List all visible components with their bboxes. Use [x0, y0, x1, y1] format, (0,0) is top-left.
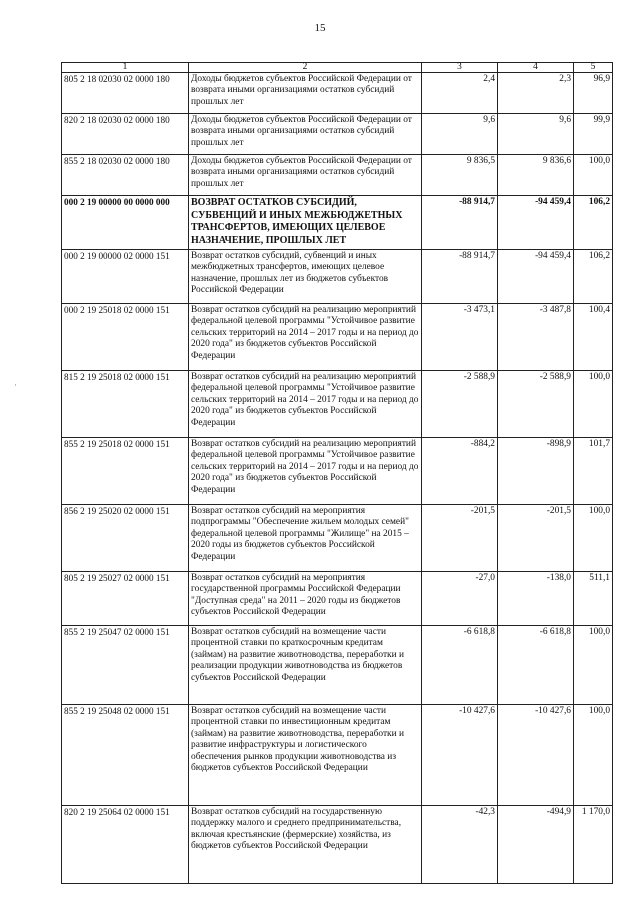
actual-value-cell: -138,0: [498, 572, 574, 626]
page-number: 15: [314, 22, 326, 34]
item-name-cell: Возврат остатков субсидий на возмещение части процентной ставки по краткосрочным кредитам (займам) на развитие животноводства, переработки и реализации продукции животноводства из бюджетов субъектов Российской Федерации: [189, 626, 422, 705]
actual-value-cell: -2 588,9: [498, 371, 574, 438]
item-name-cell: Возврат остатков субсидий на реализацию мероприятий федеральной целевой программы "Устойчивое развитие сельских территорий на 2014 – 2017 годы и на период до 2020 года" из бюджетов субъектов Российской Федерации: [189, 304, 422, 371]
column-header-4: 4: [498, 63, 574, 73]
table-row: [62, 705, 613, 806]
percent-cell: 100,0: [574, 371, 613, 438]
actual-value-cell: -3 487,8: [498, 304, 574, 371]
column-header-3: 3: [422, 63, 498, 73]
item-name-cell: Возврат остатков субсидий, субвенций и иных межбюджетных трансфертов, имеющих целевое назначение, прошлых лет из бюджетов субъектов Российской Федерации: [189, 250, 422, 304]
percent-cell: 106,2: [574, 250, 613, 304]
percent-cell: 100,0: [574, 505, 613, 572]
plan-value-cell: -42,3: [422, 806, 498, 884]
actual-value-cell: -94 459,4: [498, 196, 574, 250]
table-row: [62, 73, 613, 114]
budget-table: [61, 62, 613, 884]
budget-code-cell: 855 2 19 25047 02 0000 151: [62, 626, 189, 705]
item-name-cell: Возврат остатков субсидий на реализацию мероприятий федеральной целевой программы "Устойчивое развитие сельских территорий на 2014 – 2017 годы и на период до 2020 года" из бюджетов субъектов Российской Федерации: [189, 438, 422, 505]
actual-value-cell: -6 618,8: [498, 626, 574, 705]
table-row: [62, 572, 613, 626]
percent-cell: 99,9: [574, 114, 613, 155]
percent-cell: 511,1: [574, 572, 613, 626]
budget-code-cell: 815 2 19 25018 02 0000 151: [62, 371, 189, 438]
percent-cell: 96,9: [574, 73, 613, 114]
percent-cell: 100,0: [574, 705, 613, 806]
table-row: [62, 304, 613, 371]
plan-value-cell: -88 914,7: [422, 196, 498, 250]
budget-code-cell: 000 2 19 00000 02 0000 151: [62, 250, 189, 304]
budget-code-cell: 855 2 18 02030 02 0000 180: [62, 155, 189, 196]
plan-value-cell: -10 427,6: [422, 705, 498, 806]
budget-code-cell: 856 2 19 25020 02 0000 151: [62, 505, 189, 572]
item-name-cell: Доходы бюджетов субъектов Российской Федерации от возврата иными организациями остатков субсидий прошлых лет: [189, 155, 422, 196]
actual-value-cell: -94 459,4: [498, 250, 574, 304]
table-row: [62, 806, 613, 884]
item-name-cell: Возврат остатков субсидий на мероприятия государственной программы Российской Федерации "Доступная среда" на 2011 – 2020 годы из бюджетов субъектов Российской Федерации: [189, 572, 422, 626]
item-name-cell: Доходы бюджетов субъектов Российской Федерации от возврата иными организациями остатков субсидий прошлых лет: [189, 73, 422, 114]
column-header-2: 2: [189, 63, 422, 73]
table-body: [62, 73, 613, 884]
percent-cell: 106,2: [574, 196, 613, 250]
plan-value-cell: -201,5: [422, 505, 498, 572]
item-name-cell: Возврат остатков субсидий на мероприятия подпрограммы "Обеспечение жильем молодых семей" федеральной целевой программы "Жилище" на 2015 – 2020 годы из бюджетов субъектов Российской Федерации: [189, 505, 422, 572]
percent-cell: 100,0: [574, 626, 613, 705]
budget-code-cell: 805 2 18 02030 02 0000 180: [62, 73, 189, 114]
percent-cell: 100,0: [574, 155, 613, 196]
budget-code-cell: 855 2 19 25048 02 0000 151: [62, 705, 189, 806]
budget-code-cell: 805 2 19 25027 02 0000 151: [62, 572, 189, 626]
table-header-row: [62, 63, 613, 73]
budget-code-cell: 820 2 18 02030 02 0000 180: [62, 114, 189, 155]
item-name-cell: Возврат остатков субсидий на реализацию мероприятий федеральной целевой программы "Устойчивое развитие сельских территорий на 2014 – 2017 годы и на период до 2020 года" из бюджетов субъектов Российской Федерации: [189, 371, 422, 438]
table-row: [62, 155, 613, 196]
actual-value-cell: -10 427,6: [498, 705, 574, 806]
plan-value-cell: -884,2: [422, 438, 498, 505]
percent-cell: 1 170,0: [574, 806, 613, 884]
actual-value-cell: -494,9: [498, 806, 574, 884]
table-row: [62, 626, 613, 705]
plan-value-cell: 2,4: [422, 73, 498, 114]
percent-cell: 101,7: [574, 438, 613, 505]
table-row: [62, 438, 613, 505]
table-row: [62, 114, 613, 155]
column-header-1: 1: [62, 63, 189, 73]
item-name-cell: Возврат остатков субсидий на государственную поддержку малого и среднего предпринимательства, включая крестьянские (фермерские) хозяйства, из бюджетов субъектов Российской Федерации: [189, 806, 422, 884]
table-row: [62, 371, 613, 438]
plan-value-cell: -3 473,1: [422, 304, 498, 371]
table-row: [62, 505, 613, 572]
item-name-cell: Возврат остатков субсидий на возмещение части процентной ставки по инвестиционным кредитам (займам) на развитие животноводства, переработки и развитие инфраструктуры и логистического обеспечения рынков продукции животноводства из бюджетов субъектов Российской Федерации: [189, 705, 422, 806]
item-name-cell: ВОЗВРАТ ОСТАТКОВ СУБСИДИЙ, СУБВЕНЦИЙ И ИНЫХ МЕЖБЮДЖЕТНЫХ ТРАНСФЕРТОВ, ИМЕЮЩИХ ЦЕЛЕВОЕ НАЗНАЧЕНИЕ, ПРОШЛЫХ ЛЕТ: [189, 196, 422, 250]
plan-value-cell: 9 836,5: [422, 155, 498, 196]
actual-value-cell: -201,5: [498, 505, 574, 572]
budget-code-cell: 000 2 19 25018 02 0000 151: [62, 304, 189, 371]
actual-value-cell: 9,6: [498, 114, 574, 155]
budget-code-cell: 000 2 19 00000 00 0000 000: [62, 196, 189, 250]
table-row: [62, 196, 613, 250]
plan-value-cell: -2 588,9: [422, 371, 498, 438]
table-row: [62, 250, 613, 304]
plan-value-cell: -88 914,7: [422, 250, 498, 304]
plan-value-cell: -6 618,8: [422, 626, 498, 705]
budget-code-cell: 855 2 19 25018 02 0000 151: [62, 438, 189, 505]
actual-value-cell: -898,9: [498, 438, 574, 505]
percent-cell: 100,4: [574, 304, 613, 371]
plan-value-cell: 9,6: [422, 114, 498, 155]
actual-value-cell: 9 836,6: [498, 155, 574, 196]
actual-value-cell: 2,3: [498, 73, 574, 114]
column-header-5: 5: [574, 63, 613, 73]
budget-code-cell: 820 2 19 25064 02 0000 151: [62, 806, 189, 884]
plan-value-cell: -27,0: [422, 572, 498, 626]
item-name-cell: Доходы бюджетов субъектов Российской Федерации от возврата иными организациями остатков субсидий прошлых лет: [189, 114, 422, 155]
